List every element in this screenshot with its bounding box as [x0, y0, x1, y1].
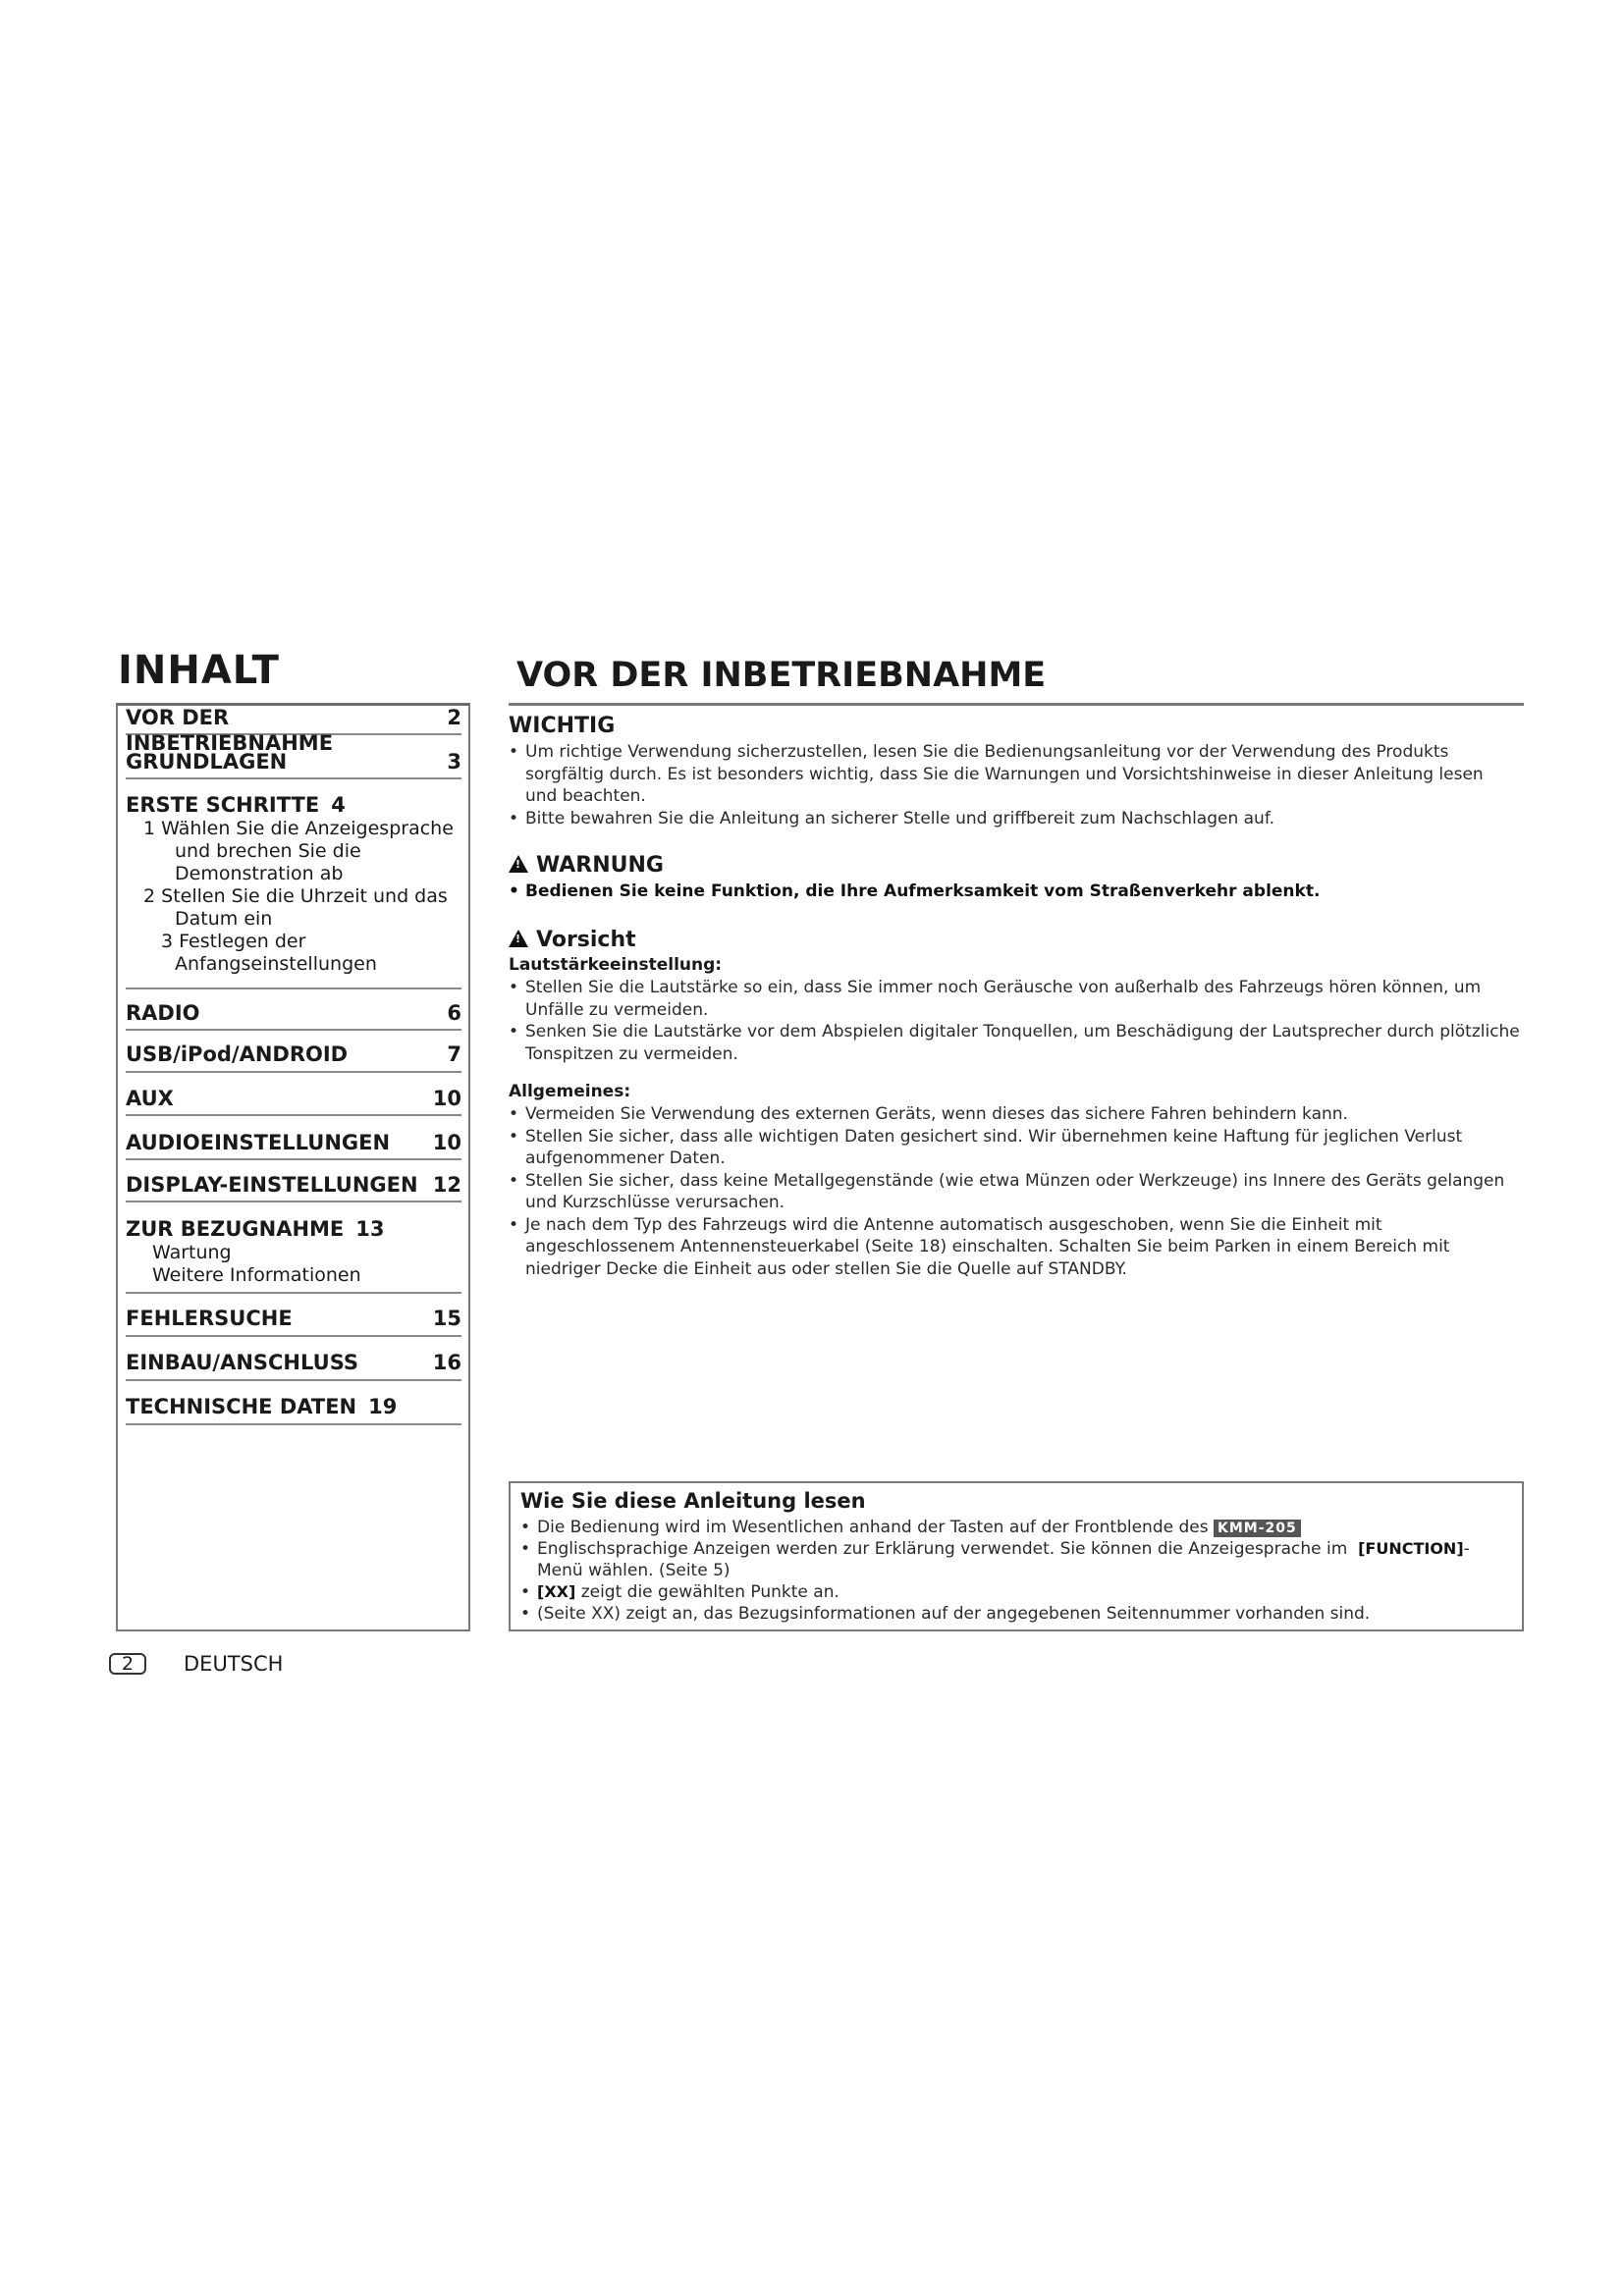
toc-sub-item[interactable]: Wartung	[152, 1242, 232, 1263]
list-item: • Englischsprachige Anzeigen werden zur Erklärung verwendet. Sie können die Anzeigesprache im [FUNCTION]-Menü wählen. (Seite 5)	[520, 1539, 1470, 1580]
how-to-read-list	[520, 1517, 1512, 1625]
toc-entry-label: DISPLAY-EINSTELLUNGEN	[126, 1173, 418, 1197]
toc-entry-page: 16	[432, 1351, 461, 1374]
toc-entry-label: RADIO	[126, 1001, 200, 1025]
toc-sub-item[interactable]: 1 Wählen Sie die Anzeigesprache	[143, 818, 454, 839]
toc-entry-radio[interactable]	[126, 1000, 461, 1031]
toc-entry-grundlagen[interactable]	[126, 749, 461, 779]
toc-sub-item: Demonstration ab	[175, 863, 344, 884]
toc-entry-vor-der-inbetriebnahme[interactable]	[126, 706, 461, 755]
function-key-label: [FUNCTION]	[1358, 1539, 1464, 1558]
toc-entry-technische-daten[interactable]	[126, 1394, 461, 1425]
page-title: VOR DER INBETRIEBNAHME	[516, 656, 1047, 695]
how-to-read-box	[509, 1481, 1524, 1631]
toc-entry-label: AUDIOEINSTELLUNGEN	[126, 1131, 391, 1154]
list-item: • Stellen Sie sicher, dass alle wichtigen Daten gesichert sind. Wir übernehmen keine Haftung für jeglichen Verlust aufgenommener Daten.	[509, 1126, 1463, 1168]
toc-entry-page: 7	[447, 1042, 461, 1066]
list-item: • Bitte bewahren Sie die Anleitung an sicherer Stelle und griffbereit zum Nachschlagen auf.	[509, 808, 1274, 828]
toc-sub-item[interactable]: 3 Festlegen der	[161, 931, 306, 952]
warnung-heading: !WARNUNG	[509, 853, 664, 878]
toc-entry-page: 4	[331, 793, 346, 817]
toc-sub-item: und brechen Sie die	[175, 840, 361, 862]
toc-sub-item[interactable]: Weitere Informationen	[152, 1264, 361, 1286]
toc-entry-label: AUX	[126, 1087, 174, 1110]
toc-entry-label: ERSTE SCHRITTE	[126, 793, 320, 817]
how-to-read-title: Wie Sie diese Anleitung lesen	[520, 1489, 866, 1513]
toc-entry-label: TECHNISCHE DATEN	[126, 1395, 357, 1418]
toc-entry-page: 6	[447, 1001, 461, 1025]
warnung-list	[509, 881, 1520, 903]
list-item: • Die Bedienung wird im Wesentlichen anhand der Tasten auf der Frontblende des KMM-205	[520, 1517, 1512, 1538]
lautstaerke-list	[509, 977, 1520, 1065]
toc-entry-usb-ipod-android[interactable]	[126, 1041, 461, 1073]
list-item: • Um richtige Verwendung sicherzustellen, lesen Sie die Bedienungsanleitung vor der Verwendung des Produkts sorgfältig durch. Es ist besonders wichtig, dass Sie die Warnungen und Vorsichtshinweise in dieser Anleitung lesen und beachten.	[509, 742, 1484, 806]
toc-sub-item: Anfangseinstellungen	[175, 953, 377, 975]
toc-entry-label: USB/iPod/ANDROID	[126, 1042, 349, 1066]
list-item: • Stellen Sie die Lautstärke so ein, dass Sie immer noch Geräusche von außerhalb des Fahrzeugs hören können, um Unfälle zu vermeiden.	[509, 978, 1482, 1020]
page-number: 2	[109, 1653, 146, 1675]
xx-key-label: [XX]	[537, 1582, 576, 1601]
toc-entry-display-einstellungen[interactable]	[126, 1172, 461, 1202]
page-language: DEUTSCH	[184, 1652, 284, 1676]
toc-entry-aux[interactable]	[126, 1086, 461, 1116]
title-divider	[509, 703, 1524, 706]
allgemeines-list	[509, 1103, 1520, 1280]
toc-entry-erste-schritte[interactable]	[126, 792, 461, 989]
toc-entry-page: 13	[355, 1217, 385, 1241]
toc-entry-einbau-anschluss[interactable]	[126, 1350, 461, 1381]
toc-entry-page: 12	[432, 1173, 461, 1197]
toc-entry-page: 3	[447, 750, 461, 774]
warning-triangle-icon	[509, 855, 528, 873]
toc-entry-zur-bezugnahme[interactable]	[126, 1216, 461, 1294]
toc-entry-page: 15	[432, 1307, 461, 1330]
toc-entry-page: 10	[432, 1131, 461, 1154]
toc-entry-page: 2	[447, 706, 461, 729]
toc-entry-label: FEHLERSUCHE	[126, 1307, 293, 1330]
vorsicht-heading: !Vorsicht	[509, 928, 636, 952]
toc-sub-item: Datum ein	[175, 908, 273, 930]
warning-triangle-icon	[509, 930, 528, 947]
toc-entry-label: GRUNDLAGEN	[126, 750, 288, 774]
list-item: • Stellen Sie sicher, dass keine Metallgegenstände (wie etwa Münzen oder Werkzeuge) ins Innere des Geräts gelangen und Kurzschlüsse verursachen.	[509, 1170, 1505, 1212]
list-item: • Senken Sie die Lautstärke vor dem Abspielen digitaler Tonquellen, um Beschädigung der Lautsprecher durch plötzliche Tonspitzen zu vermeiden.	[509, 1022, 1520, 1064]
toc-entry-label: EINBAU/ANSCHLUSS	[126, 1351, 358, 1374]
list-item: • Je nach dem Typ des Fahrzeugs wird die Antenne automatisch ausgeschoben, wenn Sie die Einheit mit angeschlossenem Antennensteuerkabel (Seite 18) einschalten. Schalten Sie beim Parken in einem Bereich mit niedriger Decke die Einheit aus oder stellen Sie die Quelle auf STANDBY.	[509, 1214, 1450, 1279]
toc-entry-page: 10	[432, 1087, 461, 1110]
list-item: • Vermeiden Sie Verwendung des externen Geräts, wenn dieses das sichere Fahren behindern kann.	[509, 1104, 1348, 1124]
toc-sub-item[interactable]: 2 Stellen Sie die Uhrzeit und das	[143, 885, 448, 907]
toc-title: INHALT	[118, 648, 280, 693]
allgemeines-heading: Allgemeines:	[509, 1082, 631, 1101]
model-badge: KMM-205	[1214, 1520, 1301, 1537]
toc-entry-page: 19	[368, 1395, 398, 1418]
wichtig-list	[509, 741, 1520, 829]
wichtig-heading: WICHTIG	[509, 714, 616, 738]
list-item: • (Seite XX) zeigt an, das Bezugsinformationen auf der angegebenen Seitennummer vorhanden sind.	[520, 1604, 1371, 1624]
toc-entry-fehlersuche[interactable]	[126, 1306, 461, 1337]
list-item: • [XX] zeigt die gewählten Punkte an.	[520, 1582, 839, 1602]
list-item: • Bedienen Sie keine Funktion, die Ihre Aufmerksamkeit vom Straßenverkehr ablenkt.	[509, 881, 1321, 901]
toc-entry-audioeinstellungen[interactable]	[126, 1130, 461, 1160]
toc-entry-label: ZUR BEZUGNAHME	[126, 1217, 345, 1241]
lautstaerke-heading: Lautstärkeeinstellung:	[509, 955, 723, 975]
toc-box	[116, 703, 470, 1631]
toc-entry-label: VOR DER INBETRIEBNAHME	[126, 706, 334, 755]
